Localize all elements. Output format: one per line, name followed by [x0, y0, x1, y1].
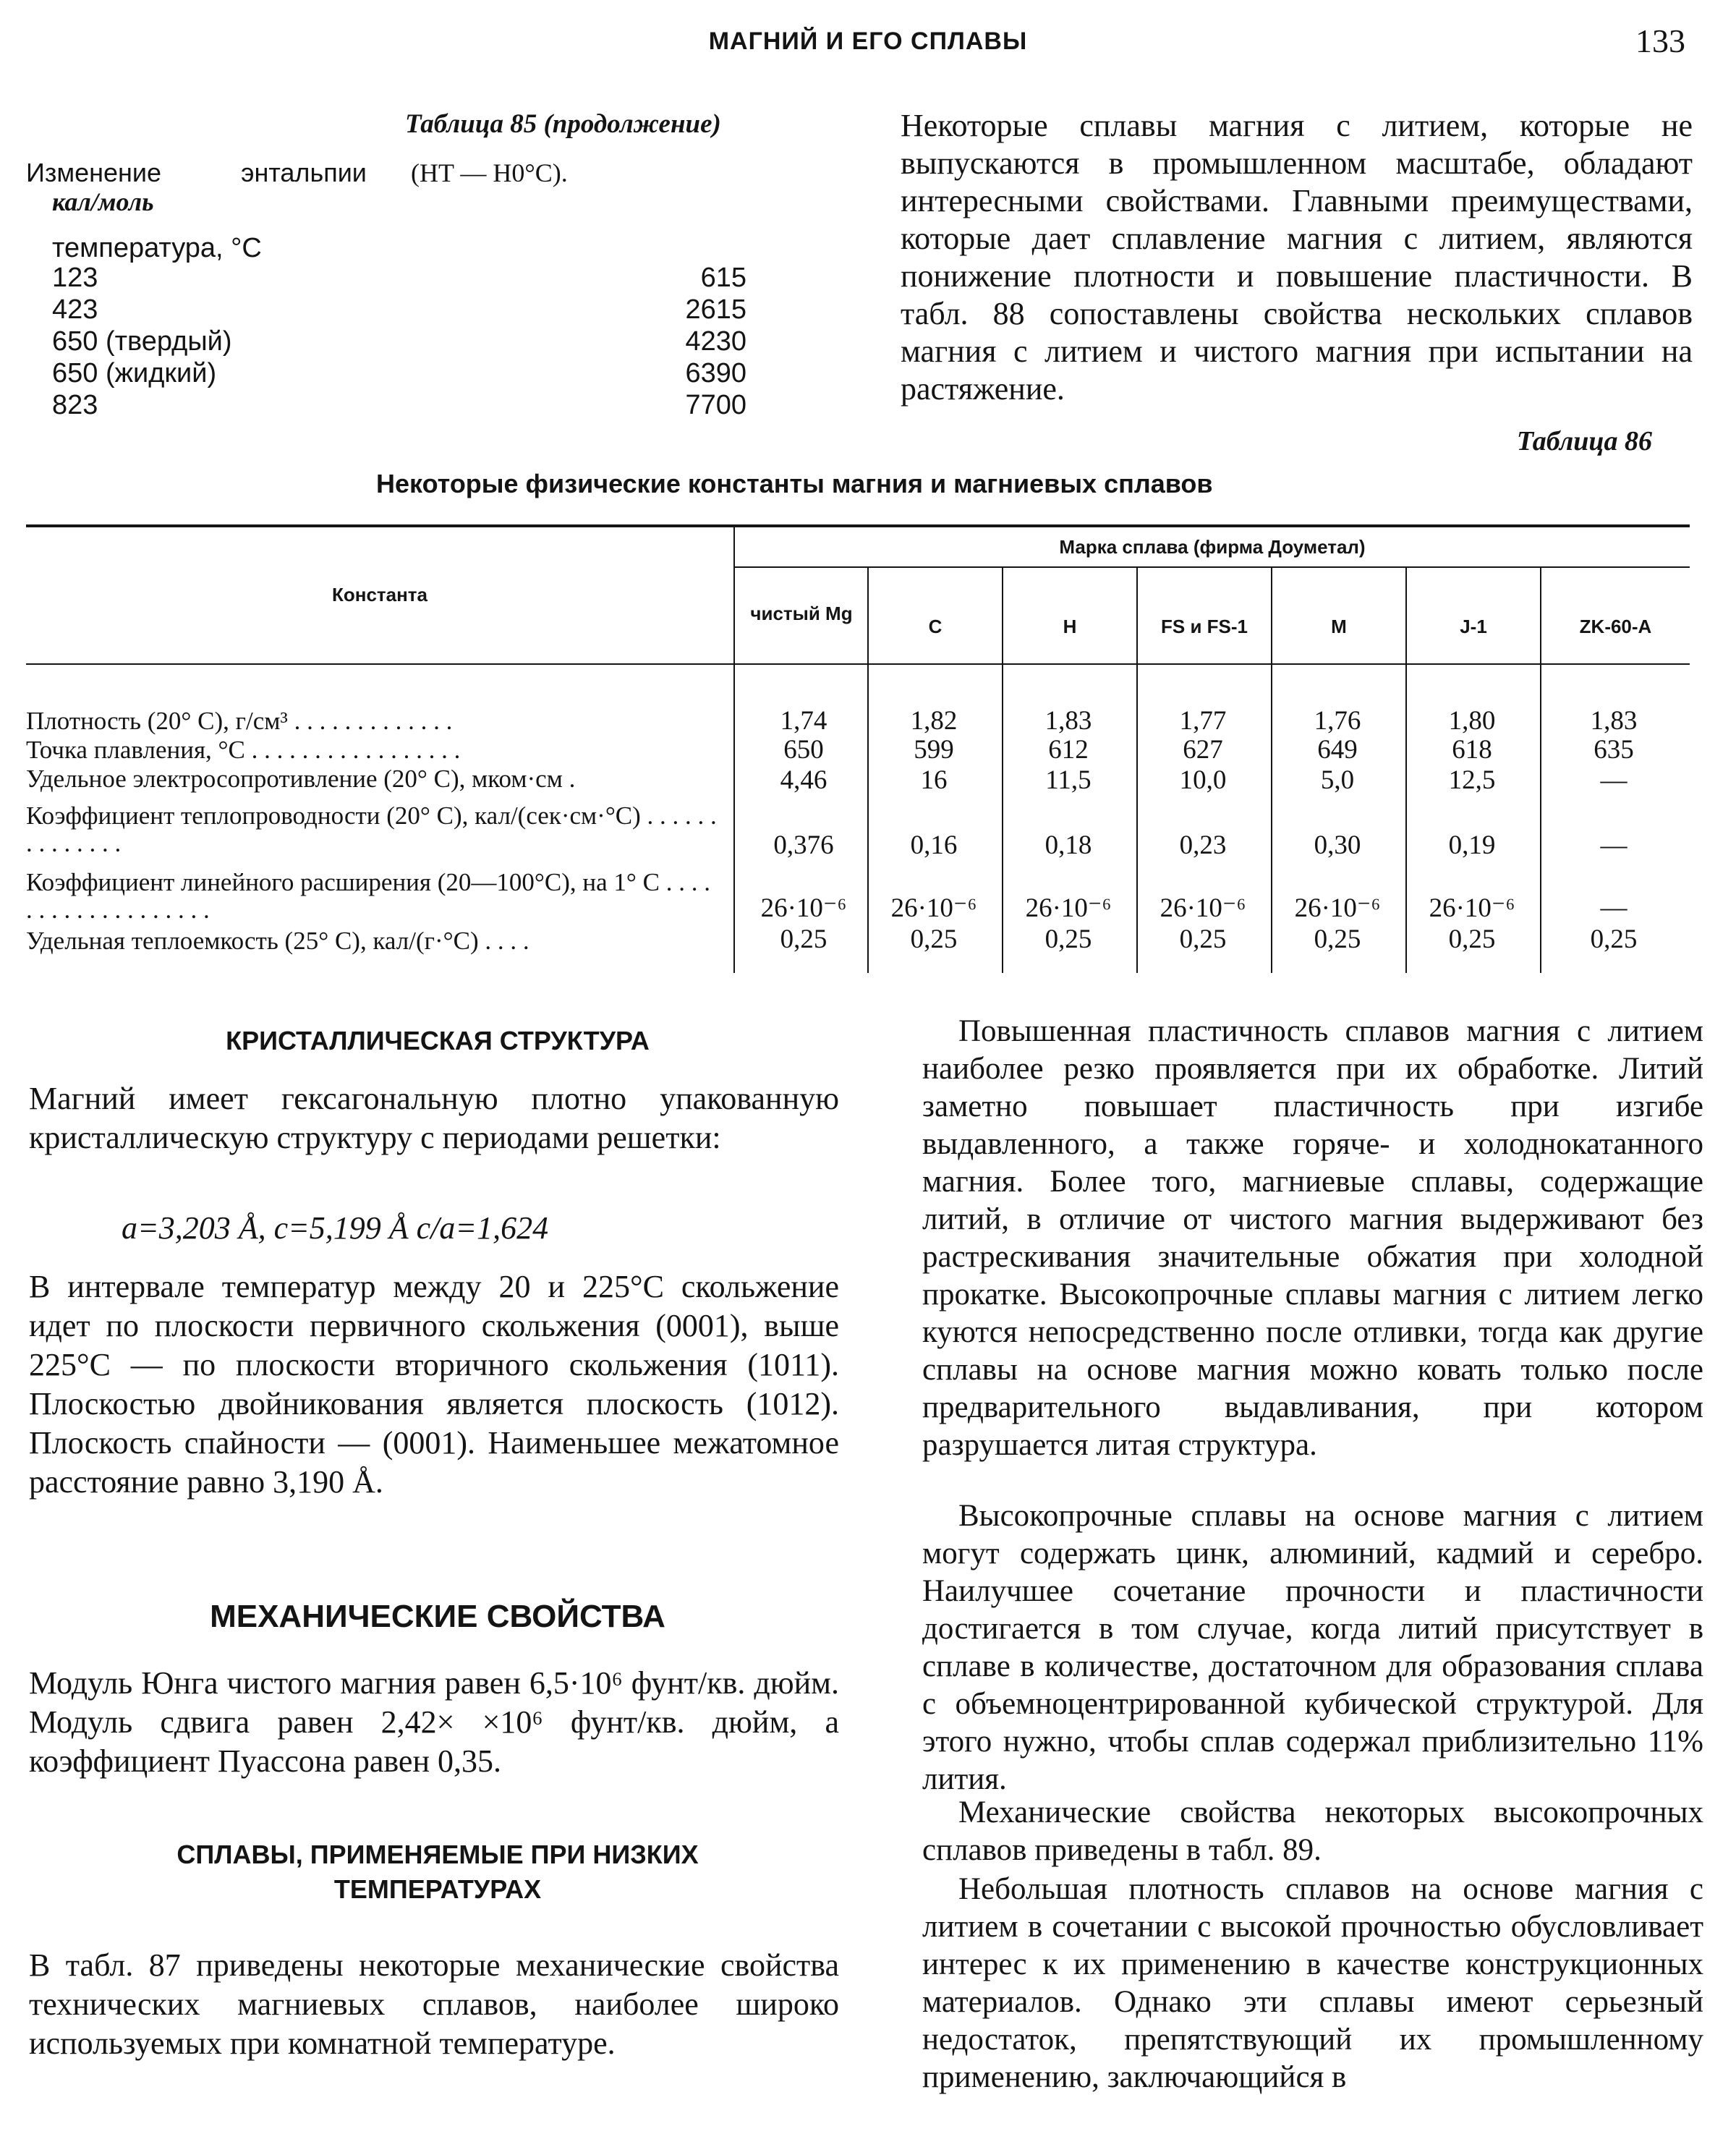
table-cell: 26·10⁻⁶ — [890, 893, 977, 923]
col-header: J-1 — [1460, 616, 1487, 637]
mechanical-para: Модуль Юнга чистого магния равен 6,5·10⁶ фунт/кв. дюйм. Модуль сдвига равен 2,42× ×10⁶ фунт/кв. дюйм, а коэффициент Пуассона равен 0,35. — [29, 1665, 839, 1779]
table-cell: 12,5 — [1448, 765, 1496, 795]
right-para4: Небольшая плотность сплавов на основе магния с литием в сочетании с высокой прочностью обусловливает интерес к их применению в качестве конструкционных материалов. Однако эти сплавы имеют серьезный недостаток, препятствующий их промышленному применению, заключающийся в — [922, 1872, 1703, 2094]
table-cell: 26·10⁻⁶ — [1429, 893, 1515, 923]
table-rule-top — [26, 524, 1690, 527]
table-cell: 0,30 — [1314, 830, 1361, 860]
row-name: Удельная теплоемкость (25° С), кал/(г·°С) . . . . — [26, 927, 529, 955]
table85-row — [52, 294, 746, 326]
table-cell: 612 — [1048, 735, 1089, 765]
table85-row — [52, 389, 746, 421]
crystal-para2: В интервале температур между 20 и 225°С скольжение идет по плоскости первичного скольжения (0001), выше 225°С — по плоскости вторичного скольжения (1011). Плоскостью двойникования является плоскость (1012). Плоскость спайности — (0001). Наименьшее межатомное расстояние равно 3,190 Å. — [29, 1269, 839, 1500]
row-label: 650 (твердый) — [52, 326, 232, 357]
col-header: ZK-60-A — [1579, 616, 1652, 637]
table85-formula: (HT — H0°C). — [411, 158, 568, 187]
table-cell: 0,23 — [1179, 830, 1227, 860]
row-value: 4230 — [685, 326, 746, 357]
table-cell: 0,25 — [910, 924, 958, 954]
table-rule-group — [735, 566, 1690, 568]
table-cell: 0,25 — [780, 924, 827, 954]
table85-row — [52, 357, 746, 389]
table-cell: 5,0 — [1320, 765, 1355, 795]
row-label: 123 — [52, 263, 98, 293]
table-cell: 0,19 — [1448, 830, 1496, 860]
col-header: чистый Mg — [750, 603, 853, 624]
header-constant: Константа — [331, 584, 427, 605]
row-label: 650 (жидкий) — [52, 358, 217, 388]
table-rule-header — [26, 663, 1690, 665]
table-cell: 618 — [1452, 735, 1492, 765]
row-name: Плотность (20° С), г/см³ . . . . . . . . . . . . . — [26, 707, 453, 735]
table-cell: 649 — [1317, 735, 1358, 765]
table-cell: — — [1600, 893, 1628, 922]
table85-enthalpy-label — [26, 158, 367, 188]
table-cell: 0,25 — [1314, 924, 1361, 954]
col-header: H — [1063, 616, 1077, 637]
enthalpy-word1: Изменение — [26, 158, 162, 187]
table-cell: 635 — [1594, 735, 1634, 765]
col-header: M — [1331, 616, 1347, 637]
table-cell: 26·10⁻⁶ — [1025, 893, 1112, 923]
right-para1: Повышенная пластичность сплавов магния с литием наиболее резко проявляется при их обработке. Литий заметно повышает пластичность при изгибе выдавленного, а также горяче- и холоднокатанного магния. Более того, магниевые сплавы, содержащие литий, в отличие от чистого магния выдерживают без растрескивания значительные обжатия при холодной прокатке. Высокопрочные сплавы магния с литием легко куются непосредственно после отливки, тогда как другие сплавы на основе магния можно ковать только после предварительного выдавливания, при котором разрушается литая структура. — [922, 1014, 1703, 1462]
table-cell: 1,80 — [1448, 706, 1496, 736]
table-cell: 627 — [1183, 735, 1223, 765]
table-cell: 0,18 — [1044, 830, 1092, 860]
table-cell: — — [1600, 765, 1628, 795]
table-cell: 1,77 — [1179, 706, 1227, 736]
crystal-heading: КРИСТАЛЛИЧЕСКАЯ СТРУКТУРА — [226, 1026, 650, 1055]
col-header: C — [928, 616, 943, 637]
table86 — [26, 524, 1690, 980]
table-cell: 10,0 — [1179, 765, 1227, 795]
table-cell: 0,25 — [1448, 924, 1496, 954]
enthalpy-word2: энтальпии — [241, 158, 367, 187]
lowtemp-heading-line2: ТЕМПЕРАТУРАХ — [333, 1874, 542, 1904]
row-name: Точка плавления, °С . . . . . . . . . . . . . . . . . — [26, 736, 461, 764]
table-cell: 1,74 — [780, 706, 827, 736]
lowtemp-heading — [29, 1837, 846, 1907]
table-cell: 0,25 — [1044, 924, 1092, 954]
lowtemp-para: В табл. 87 приведены некоторые механические свойства технических магниевых сплавов, наиболее широко используемых при комнатной температуре. — [29, 1947, 839, 2061]
table85-caption: Таблица 85 (продолжение) — [405, 109, 721, 139]
row-label: 423 — [52, 294, 98, 325]
table-cell: 0,25 — [1179, 924, 1227, 954]
row-name: Удельное электросопротивление (20° С), мком·см . — [26, 765, 576, 793]
header-group: Марка сплава (фирма Доуметал) — [1059, 536, 1366, 558]
table-cell: 26·10⁻⁶ — [1160, 893, 1246, 923]
mechanical-heading: МЕХАНИЧЕСКИЕ СВОЙСТВА — [210, 1599, 665, 1634]
table85-unit: кал/моль — [52, 187, 154, 216]
table-cell: — — [1600, 830, 1628, 860]
row-value: 6390 — [685, 358, 746, 388]
table-cell: 1,83 — [1590, 706, 1638, 736]
row-label: 823 — [52, 390, 98, 420]
crystal-para1: Магний имеет гексагональную плотно упакованную кристаллическую структуру с периодами решетки: — [29, 1081, 839, 1155]
table86-label: Таблица 86 — [1516, 426, 1652, 456]
row-value: 2615 — [685, 294, 746, 325]
page-number: 133 — [1635, 22, 1685, 59]
table-cell: 26·10⁻⁶ — [760, 893, 847, 923]
row-value: 615 — [700, 263, 746, 293]
table-cell: 4,46 — [780, 765, 827, 795]
table-cell: 599 — [914, 735, 954, 765]
lowtemp-heading-line1: СПЛАВЫ, ПРИМЕНЯЕМЫЕ ПРИ НИЗКИХ — [176, 1840, 699, 1869]
col-header: FS и FS-1 — [1161, 616, 1248, 637]
row-name: Коэффициент теплопроводности (20° С), кал/(сек·см·°С) . . . . . . . . . . . . . . — [26, 802, 717, 857]
table-cell: 1,83 — [1044, 706, 1092, 736]
table-cell: 650 — [783, 735, 824, 765]
right-para2: Высокопрочные сплавы на основе магния с литием могут содержать цинк, алюминий, кадмий и серебро. Наилучшее сочетание прочности и пластичности достигается в том случае, когда литий присутствует в сплаве в количестве, достаточном для образования сплава с объемноцентрированной кубической структурой. Для этого нужно, чтобы сплав содержал приблизительно 11% лития. — [922, 1499, 1703, 1796]
table-cell: 0,376 — [773, 830, 834, 860]
intro-paragraph: Некоторые сплавы магния с литием, которые не выпускаются в промышленном масштабе, обладают интересными свойствами. Главными преимуществами, которые дает сплавление магния с литием, являются понижение плотности и повышение пластичности. В табл. 88 сопоставлены свойства нескольких сплавов магния с литием и чистого магния при испытании на растяжение. — [901, 108, 1693, 407]
table-cell: 1,76 — [1314, 706, 1361, 736]
table86-title: Некоторые физические константы магния и магниевых сплавов — [376, 469, 1213, 498]
row-name: Коэффициент линейного расширения (20—100°С), на 1° С . . . . . . . . . . . . . . . . . . . — [26, 868, 711, 924]
table-cell: 16 — [920, 765, 948, 795]
table-cell: 0,25 — [1590, 924, 1638, 954]
table85-row — [52, 262, 746, 294]
right-para3: Механические свойства некоторых высокопрочных сплавов приведены в табл. 89. — [922, 1795, 1703, 1867]
table-cell: 0,16 — [910, 830, 958, 860]
row-value: 7700 — [685, 390, 746, 420]
table85-row — [52, 326, 746, 357]
running-head: МАГНИЙ И ЕГО СПЛАВЫ — [708, 27, 1028, 55]
table85-temp-label: температура, °С — [52, 233, 262, 263]
table-cell: 11,5 — [1045, 765, 1092, 795]
lattice-formula: a=3,203 Å, c=5,199 Å c/a=1,624 — [122, 1210, 549, 1246]
table-cell: 26·10⁻⁶ — [1294, 893, 1381, 923]
table-cell: 1,82 — [910, 706, 958, 736]
